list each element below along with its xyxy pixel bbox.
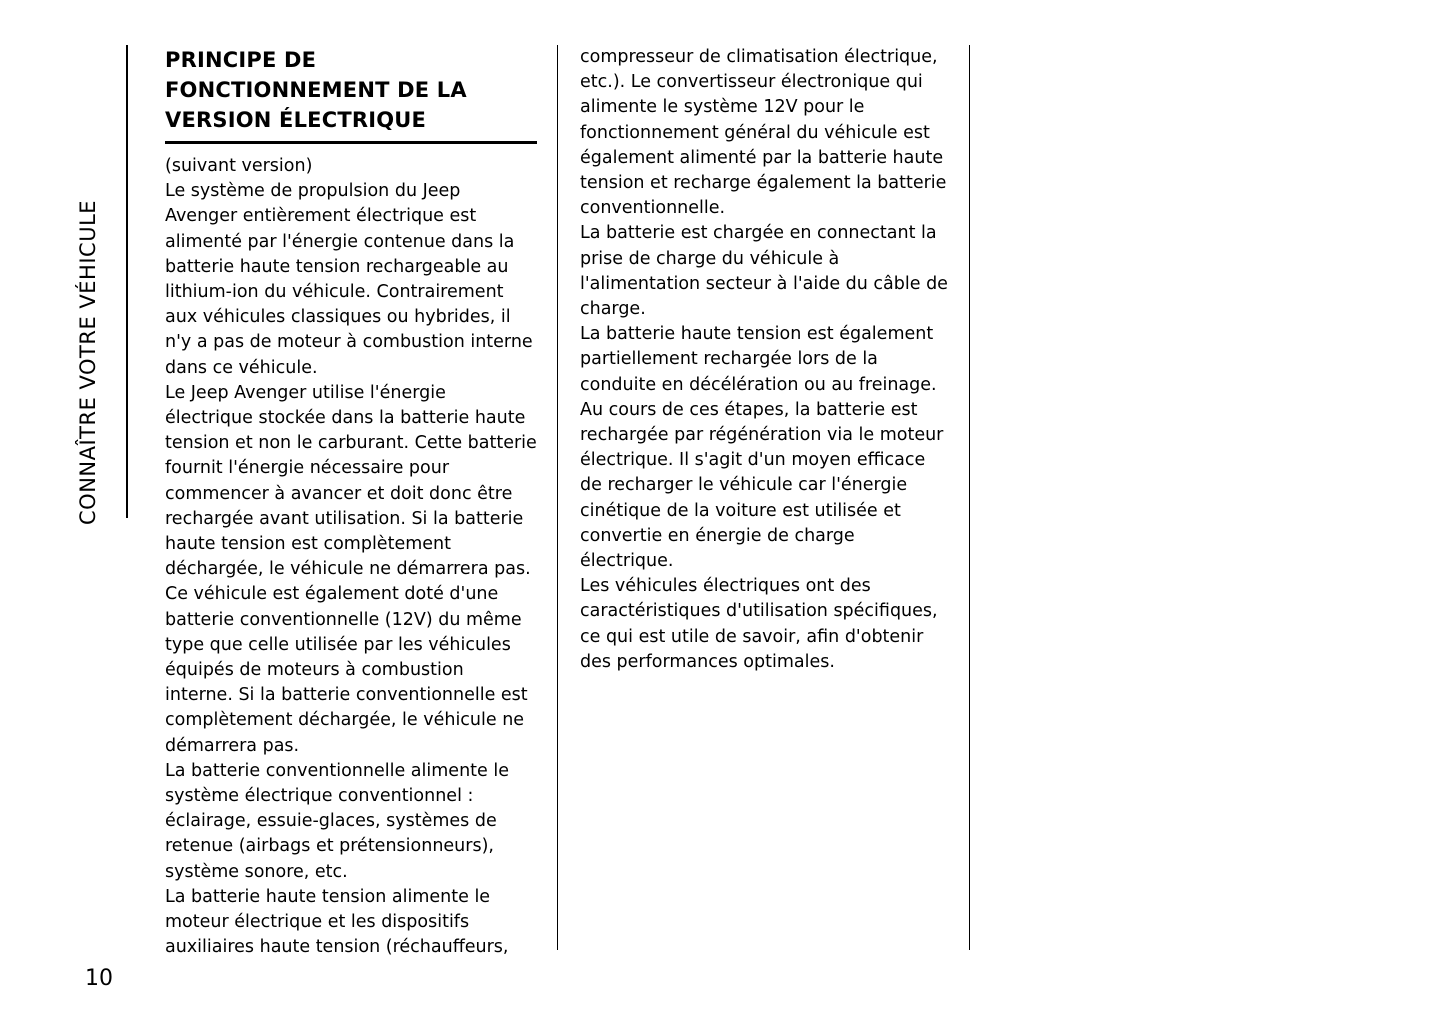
section-tab-label: CONNAÎTRE VOTRE VÉHICULE (76, 199, 100, 525)
page-title: PRINCIPE DE FONCTIONNEMENT DE LA VERSION ÉLECTRIQUE (165, 48, 467, 132)
page-number: 10 (85, 966, 113, 991)
paragraph: Le Jeep Avenger utilise l'énergie électrique stockée dans la batterie haute tension et non le carburant. Cette batterie fournit l'énergie nécessaire pour commencer à avancer et doit donc être rechargée avant utilisation. Si la batterie haute tension est complètement déchargée, le véhicule ne démarrera pas. (165, 382, 537, 580)
paragraph: La batterie est chargée en connectant la prise de charge du véhicule à l'alimentation secteur à l'aide du câble de charge. (580, 223, 948, 320)
column-divider-right (969, 45, 970, 950)
paragraph: (suivant version) (165, 156, 313, 176)
section-tab (58, 45, 118, 525)
title-underline (165, 141, 537, 144)
paragraph: Les véhicules électriques ont des caractéristiques d'utilisation spécifiques, ce qui est utile de savoir, afin d'obtenir des performances optimales. (580, 576, 938, 672)
paragraph: La batterie conventionnelle alimente le système électrique conventionnel : éclairage, essuie-glaces, systèmes de retenue (airbags et prétensionneurs), système sonore, etc. (165, 760, 509, 882)
paragraph: La batterie haute tension est également partiellement rechargée lors de la conduite en décélération ou au freinage. (580, 324, 937, 395)
paragraph: Ce véhicule est également doté d'une batterie conventionnelle (12V) du même type que celle utilisée par les véhicules équipés de moteurs à combustion interne. Si la batterie conventionnelle est complètement déchargée, le véhicule ne démarrera pas. (165, 584, 528, 756)
paragraph: Le système de propulsion du Jeep Avenger entièrement électrique est alimenté par l'énergie contenue dans la batterie haute tension rechargeable au lithium-ion du véhicule. Contrairement aux véhicules classiques ou hybrides, il n'y a pas de moteur à combustion interne dans ce véhicule. (165, 181, 533, 378)
section-tab-divider (126, 45, 128, 518)
paragraph: La batterie haute tension alimente le moteur électrique et les dispositifs auxiliaires haute tension (réchauffeurs, (165, 886, 509, 958)
right-column (580, 45, 950, 675)
left-column (165, 45, 537, 961)
paragraph: Au cours de ces étapes, la batterie est rechargée par régénération via le moteur électrique. Il s'agit d'un moyen efficace de recharger le véhicule car l'énergie cinétique de la voiture est utilisée et convertie en énergie de charge électrique. (580, 399, 944, 572)
paragraph: compresseur de climatisation électrique, etc.). Le convertisseur électronique qui alimente le système 12V pour le fonctionnement général du véhicule est également alimenté par la batterie haute tension et recharge également la batterie conventionnelle. (580, 47, 947, 219)
column-divider-left (557, 45, 558, 950)
